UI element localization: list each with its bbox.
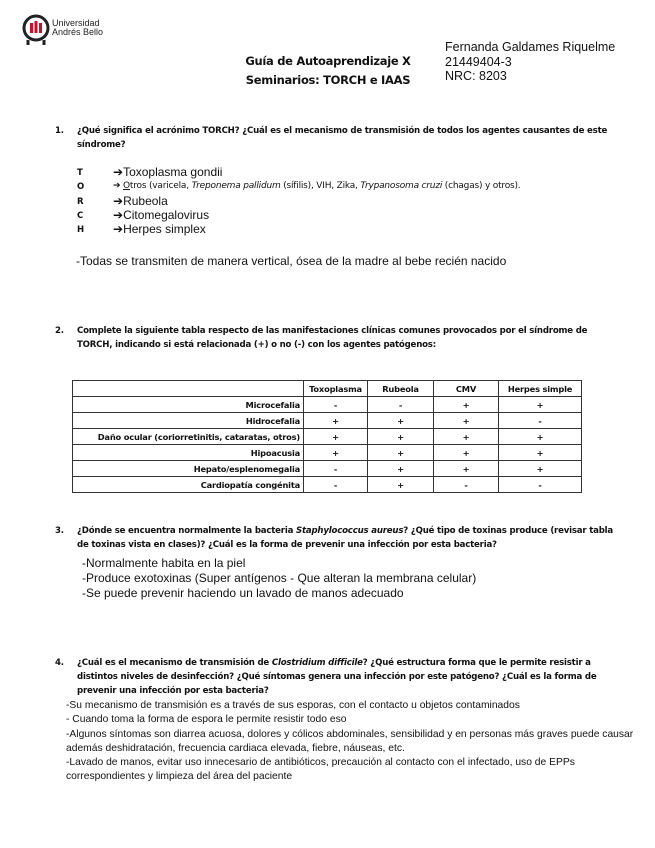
question-2-number: 2. [55, 326, 64, 336]
table-header: CMV [434, 381, 499, 397]
torch-table [72, 380, 582, 493]
table-row [73, 397, 582, 413]
table-cell: + [368, 413, 434, 429]
acronym-letter: R [77, 197, 84, 207]
university-logo [22, 14, 117, 48]
table-cell: + [434, 429, 499, 445]
answer-line: - Cuando toma la forma de espora le permite resistir todo eso [66, 714, 347, 726]
table-header: Herpes simple [499, 381, 582, 397]
table-cell: + [368, 429, 434, 445]
acronym-item: ➔ Otros (varicela, Treponema pallidum (sífilis), VIH, Zika, Trypanosoma cruzi (chagas) y otros). [113, 181, 521, 191]
answer-line: -Normalmente habita en la piel [82, 556, 246, 570]
question-4-text [77, 656, 617, 698]
table-cell: + [499, 397, 582, 413]
logo-line-1: Universidad [52, 18, 100, 28]
acronym-item-text: Citomegalovirus [123, 208, 210, 222]
question-text-part: Staphylococcus aureus [295, 526, 404, 536]
student-name: Fernanda Galdames Riquelme [445, 40, 616, 54]
student-info [445, 40, 615, 84]
table-row [73, 477, 582, 493]
logo-line-2: Andrés Bello [52, 27, 104, 37]
answer-line: -Su mecanismo de transmisión es a través de sus esporas, con el contacto u objetos contaminados [66, 700, 520, 711]
table-cell: - [368, 397, 434, 413]
table-row [73, 461, 582, 477]
answer-3 [82, 556, 476, 601]
table-cell: + [304, 413, 368, 429]
acronym-item-text: Trypanosoma cruzi [360, 181, 443, 191]
acronym-item-text: (sífilis), VIH, Zika, [280, 181, 361, 191]
table-cell: + [368, 445, 434, 461]
row-label: Hidrocefalia [73, 413, 304, 429]
table-cell: - [434, 477, 499, 493]
table-cell: + [434, 397, 499, 413]
row-label: Microcefalia [73, 397, 304, 413]
table-header-row [73, 381, 582, 397]
row-label: Hipoacusia [73, 445, 304, 461]
answer-line: -Algunos síntomas son diarrea acuosa, dolores y cólicos abdominales, sensibilidad y en personas más graves puede causar además deshidratación, frecuencia cardiaca elevada, fiebre, náuseas, etc. [66, 728, 634, 754]
acronym-item-text: (chagas) y otros). [442, 181, 521, 191]
row-label: Daño ocular (coriorretinitis, cataratas, otros) [73, 429, 304, 445]
table-row [73, 445, 582, 461]
title-line-1: Guía de Autoaprendizaje X [245, 54, 411, 68]
acronym-item-text: Rubeola [123, 194, 168, 208]
acronym-letter: H [77, 225, 85, 235]
table-row [73, 413, 582, 429]
acronym-item: ➔Rubeola [113, 194, 168, 208]
row-label: Cardiopatía congénita [73, 477, 304, 493]
answer-4 [66, 699, 636, 785]
logo-text [52, 19, 103, 37]
table-cell: - [499, 413, 582, 429]
title-line-2: Seminarios: TORCH e IAAS [245, 73, 411, 87]
table-cell: + [434, 445, 499, 461]
acronym-item-text: Herpes simplex [123, 222, 206, 236]
question-3-number: 3. [55, 526, 64, 536]
table-header: Rubeola [368, 381, 434, 397]
acronym-item-text: Toxoplasma gondii [123, 165, 223, 179]
question-text-part: ¿Dónde se encuentra normalmente la bacteria [77, 526, 296, 536]
question-4-number: 4. [55, 658, 64, 668]
table-header: Toxoplasma [304, 381, 368, 397]
table-header [73, 381, 304, 397]
table-cell: + [304, 429, 368, 445]
student-id: 21449404-3 [445, 54, 512, 69]
question-2-text: Complete la siguiente tabla respecto de las manifestaciones clínicas comunes provocados por el síndrome de TORCH, indicando si está relacionada (+) o no (-) con los agentes patógenos: [77, 326, 588, 350]
table-cell: - [304, 477, 368, 493]
table-cell: + [304, 445, 368, 461]
acronym-item-text: tros (varicela, [129, 181, 192, 191]
answer-line: -Produce exotoxinas (Super antígenos - Que alteran la membrana celular) [82, 571, 477, 585]
answer-line: -Se puede prevenir haciendo un lavado de manos adecuado [82, 586, 404, 600]
table-cell: - [304, 461, 368, 477]
table-cell: + [499, 461, 582, 477]
table-cell: + [499, 445, 582, 461]
acronym-letter: T [77, 168, 83, 178]
question-text-part: ? ¿Qué tipo de toxinas produce (revisar tabla de toxinas vista en clases)? ¿Cuál es la forma de prevenir una infección por esta bacteria? [77, 526, 614, 550]
answer-1: -Todas se transmiten de manera vertical, ósea de la madre al bebe recién nacido [76, 254, 507, 268]
acronym-item: ➔Toxoplasma gondii [113, 165, 223, 179]
question-1-text: ¿Qué significa el acrónimo TORCH? ¿Cuál es el mecanismo de transmisión de todos los agentes causantes de este síndrome? [77, 126, 608, 150]
table-cell: + [434, 413, 499, 429]
question-1-number: 1. [55, 126, 64, 136]
table-cell: + [499, 429, 582, 445]
question-3-text [77, 524, 617, 552]
logo-emblem-icon [22, 14, 50, 46]
table-cell: - [304, 397, 368, 413]
question-text-part: ¿Cuál es el mecanismo de transmisión de [77, 658, 272, 668]
acronym-item-text: O [123, 181, 130, 191]
question-text-part: Clostridium difficile [271, 658, 363, 668]
row-label: Hepato/esplenomegalia [73, 461, 304, 477]
table-row [73, 429, 582, 445]
acronym-item-text: Treponema pallidum [191, 181, 281, 191]
table-cell: + [434, 461, 499, 477]
answer-line: -Lavado de manos, evitar uso innecesario de antibióticos, precaución al contacto con el infectado, uso de EPPs correspondientes y limpieza del área del paciente [66, 757, 575, 783]
acronym-letter: C [77, 211, 84, 221]
table-cell: + [368, 461, 434, 477]
question-text-part: ? ¿Qué estructura forma que le permite resistir a distintos niveles de desinfección? ¿Qué síntomas genera una infección por este patógeno? ¿Cuál es la forma de prevenir una infección por esta bacteria? [77, 658, 597, 696]
document-title [238, 52, 418, 90]
table-cell: + [368, 477, 434, 493]
nrc: NRC: 8203 [445, 69, 507, 83]
acronym-item: ➔Herpes simplex [113, 222, 206, 236]
acronym-item: ➔Citomegalovirus [113, 208, 210, 222]
table-cell: - [499, 477, 582, 493]
acronym-letter: O [77, 182, 85, 192]
